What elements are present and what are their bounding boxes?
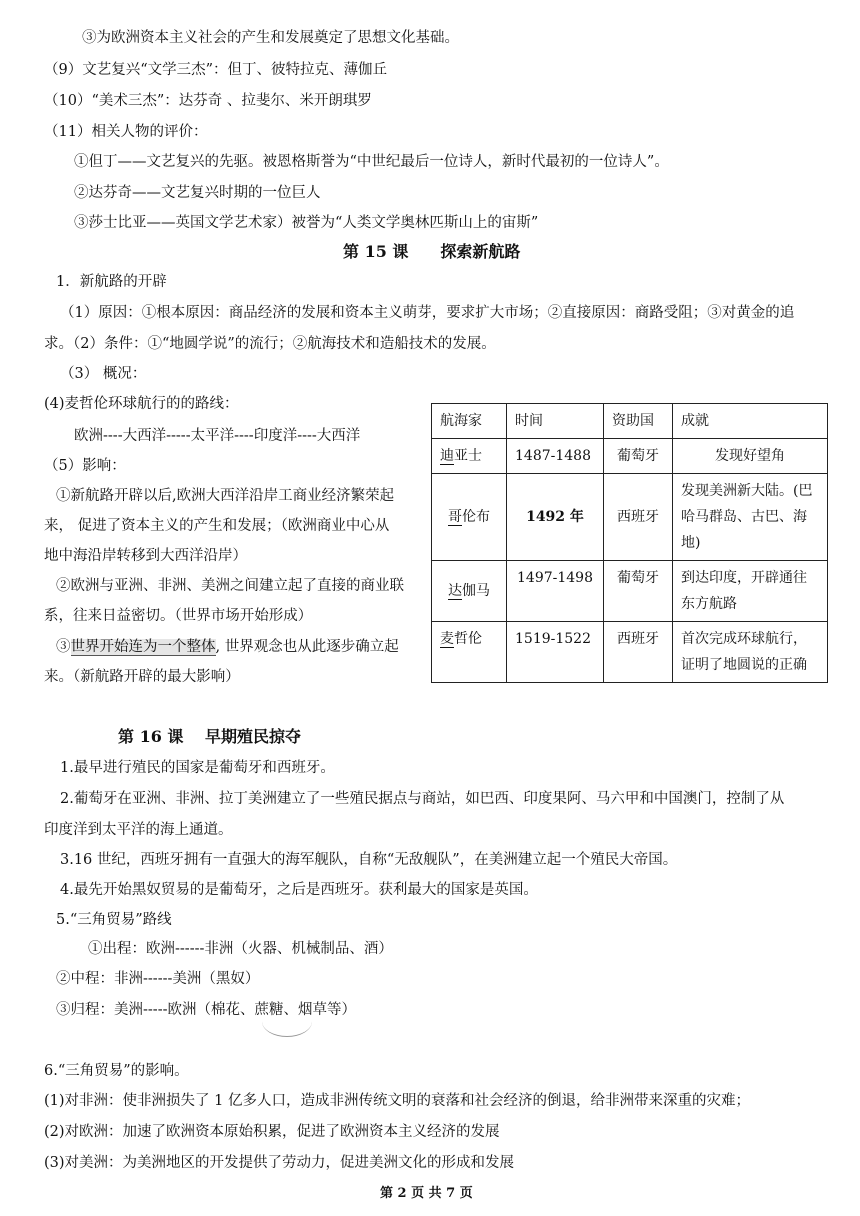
page-number: 第 2 页 共 7 页 [380, 1186, 473, 1201]
navigator-cell [432, 622, 507, 683]
achievement-line: 发现美洲新大陆。(巴 [681, 483, 813, 499]
text-line [56, 637, 399, 657]
text-line: 求。（2）条件：①“地圆学说”的流行；②航海技术和造船技术的发展。 [44, 336, 496, 352]
navigator-name-rest: 哲伦 [454, 631, 482, 647]
navigator-initial: 麦 [440, 631, 454, 647]
section-heading: 1．新航路的开辟 [56, 274, 167, 290]
text-line: （3） 概况： [60, 366, 147, 382]
text-line: (1)对非洲：使非洲损失了 1 亿多人口，造成非洲传统文明的衰落和社会经济的倒退，给非洲带来深重的灾难； [44, 1093, 750, 1109]
text-line: (3)对美洲：为美洲地区的开发提供了劳动力，促进美洲文化的形成和发展 [44, 1155, 515, 1171]
text-span: , 世界观念也从此逐步确立起 [215, 639, 399, 655]
achievement-line: 哈马群岛、古巴、海 [681, 509, 807, 525]
country-cell: 葡萄牙 [604, 439, 673, 474]
achievement-cell [673, 561, 828, 622]
text-line: 来， 促进了资本主义的产生和发展；（欧洲商业中心从 [44, 518, 390, 534]
country-cell: 葡萄牙 [604, 561, 673, 622]
lesson-15-title: 第 15 课 探索新航路 [343, 242, 521, 261]
table-row [432, 439, 828, 474]
text-line: 5.“三角贸易”路线 [56, 912, 172, 928]
text-line: ②达芬奇——文艺复兴时期的一位巨人 [74, 185, 321, 201]
navigator-name-rest: 伽马 [462, 583, 490, 599]
navigator-cell [432, 439, 507, 474]
text-line: 6.“三角贸易”的影响。 [44, 1063, 189, 1079]
text-line: 1.最早进行殖民的国家是葡萄牙和西班牙。 [60, 760, 335, 776]
text-line: ③为欧洲资本主义社会的产生和发展奠定了思想文化基础。 [82, 30, 459, 46]
navigator-cell [432, 561, 507, 622]
text-line: （11）相关人物的评价： [44, 124, 208, 140]
text-line: （1）原因：①根本原因：商品经济的发展和资本主义萌芽，要求扩大市场；②直接原因：商路受阻；③对黄金的追 [60, 305, 795, 321]
route-line: ③归程：美洲-----欧洲（棉花、蔗糖、烟草等） [56, 1002, 356, 1018]
text-line: 2.葡萄牙在亚洲、非洲、拉丁美洲建立了一些殖民据点与商站，如巴西、印度果阿、马六甲和中国澳门，控制了从 [60, 791, 785, 807]
navigator-initial: 迪 [440, 448, 454, 464]
table-row [432, 474, 828, 561]
annotation-arc [262, 1006, 312, 1037]
text-line: ③莎士比亚——英国文学艺术家）被誉为“人类文学奥林匹斯山上的宙斯” [74, 215, 539, 231]
achievement-cell [673, 622, 828, 683]
table-row [432, 622, 828, 683]
text-line: （5）影响： [44, 458, 126, 474]
text-line: 4.最先开始黑奴贸易的是葡萄牙，之后是西班牙。获利最大的国家是英国。 [60, 882, 538, 898]
table-row [432, 561, 828, 622]
time-cell: 1492 年 [507, 474, 604, 561]
time-cell: 1519-1522 [507, 622, 604, 683]
country-cell: 西班牙 [604, 474, 673, 561]
achievement-line: 地) [681, 535, 701, 551]
table-header-cell: 资助国 [604, 404, 673, 439]
text-line: ②欧洲与亚洲、非洲、美洲之间建立起了直接的商业联 [56, 578, 404, 594]
item-number: ③ [56, 639, 71, 655]
navigator-table [431, 403, 828, 683]
navigator-initial: 哥 [448, 509, 462, 525]
achievement-line: 证明了地圆说的正确 [681, 657, 807, 673]
achievement-cell [673, 439, 828, 474]
text-line: （10）“美术三杰”：达芬奇 、拉斐尔、米开朗琪罗 [44, 93, 372, 109]
table-header-cell: 航海家 [432, 404, 507, 439]
time-cell: 1487-1488 [507, 439, 604, 474]
navigator-initial: 达 [448, 583, 462, 599]
route-line: ①出程：欧洲------非洲（火器、机械制品、酒） [88, 941, 393, 957]
text-line: 来。（新航路开辟的最大影响） [44, 669, 240, 685]
achievement-cell [673, 474, 828, 561]
achievement-line: 首次完成环球航行， [681, 631, 807, 647]
text-line: ①新航路开辟以后,欧洲大西洋沿岸工商业经济繁荣起 [56, 488, 395, 504]
text-line: 地中海沿岸转移到大西洋沿岸） [44, 548, 247, 564]
highlighted-text: 世界开始连为一个整体 [70, 639, 216, 655]
time-cell: 1497-1498 [507, 561, 604, 622]
navigator-name-rest: 伦布 [462, 509, 490, 525]
text-line: ①但丁——文艺复兴的先驱。被恩格斯誉为“中世纪最后一位诗人，新时代最初的一位诗人”。 [74, 154, 669, 170]
text-line: (4)麦哲伦环球航行的的路线： [44, 396, 239, 412]
achievement-line: 东方航路 [681, 596, 737, 612]
achievement-line: 到达印度，开辟通往 [681, 570, 807, 586]
text-line: (2)对欧洲：加速了欧洲资本原始积累，促进了欧洲资本主义经济的发展 [44, 1124, 500, 1140]
country-cell: 西班牙 [604, 622, 673, 683]
navigator-cell [432, 474, 507, 561]
table-header-cell: 时间 [507, 404, 604, 439]
text-line: 印度洋到太平洋的海上通道。 [44, 822, 233, 838]
text-line: 系，往来日益密切。（世界市场开始形成） [44, 608, 313, 624]
table-header-row [432, 404, 828, 439]
lesson-16-title: 第 16 课 早期殖民掠夺 [118, 727, 301, 746]
navigator-name-rest: 亚士 [454, 448, 482, 464]
table-header-cell: 成就 [673, 404, 828, 439]
achievement-line: 发现好望角 [715, 448, 785, 464]
text-line: 3.16 世纪，西班牙拥有一直强大的海军舰队，自称“无敌舰队”，在美洲建立起一个殖民大帝国。 [60, 852, 678, 868]
route-line: 欧洲----大西洋-----太平洋----印度洋----大西洋 [74, 428, 361, 444]
text-line: （9）文艺复兴“文学三杰”：但丁、彼特拉克、薄伽丘 [44, 62, 388, 78]
route-line: ②中程：非洲------美洲（黑奴） [56, 971, 260, 987]
